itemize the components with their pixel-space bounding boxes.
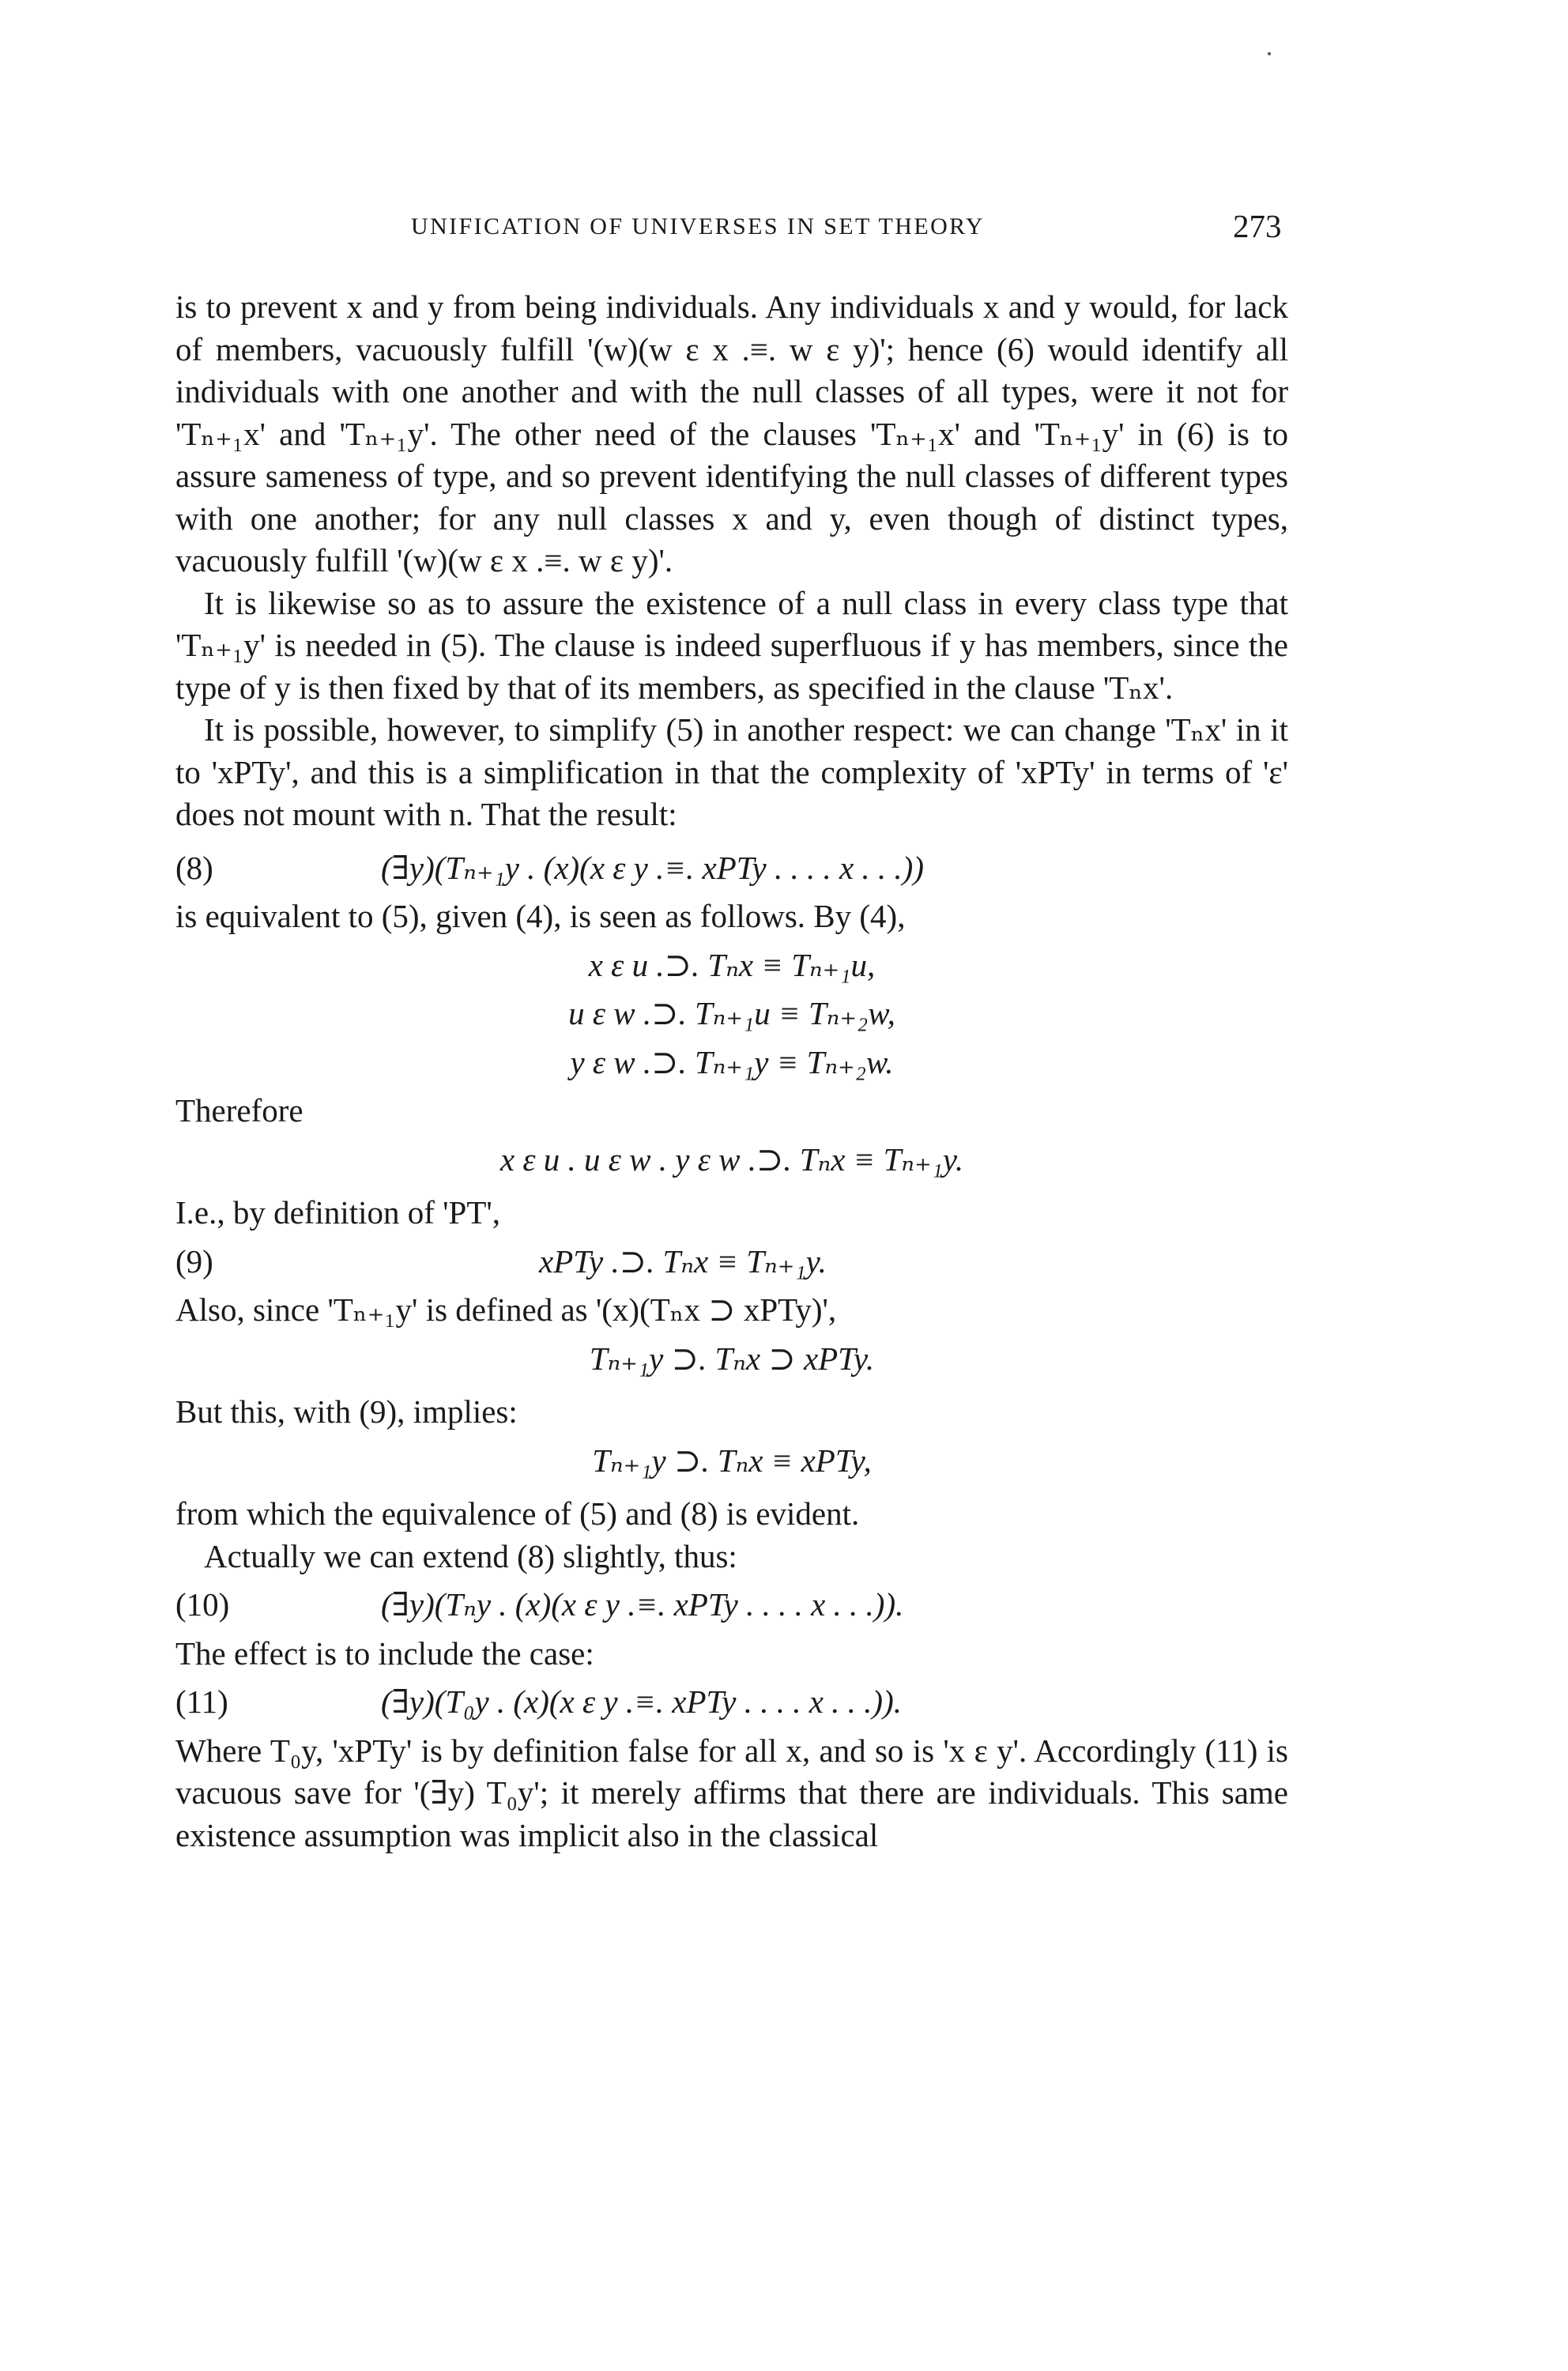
equation-9 (175, 1241, 1288, 1284)
formula-line: Tₙ₊₁y ⊃. Tₙx ⊃ xPTy. (589, 1340, 875, 1377)
paragraph-evident: from which the equivalence of (5) and (8) is evident. (175, 1495, 860, 1532)
formula-line: Tₙ₊₁y ⊃. Tₙx ≡ xPTy, (592, 1442, 872, 1479)
equation-number: (9) (175, 1242, 213, 1280)
equation-number: (11) (175, 1683, 228, 1720)
equation-body: xPTy .⊃. Tₙx ≡ Tₙ₊₁y. (539, 1242, 827, 1280)
equation-11 (175, 1681, 1288, 1724)
equation-body: (∃y)(T₀y . (x)(x ε y .≡. xPTy . . . . x . . .)). (381, 1683, 902, 1720)
equation-body: (∃y)(Tₙ₊₁y . (x)(x ε y .≡. xPTy . . . . x . . .)) (381, 849, 924, 886)
paragraph-equivalence: is equivalent to (5), given (4), is seen as follows. By (4), (175, 898, 906, 934)
formula-line: x ε u . u ε w . y ε w .⊃. Tₙx ≡ Tₙ₊₁y. (499, 1140, 964, 1178)
paragraph-simplify: It is possible, however, to simplify (5) in another respect: we can change 'Tₙx' in it to 'xPTy', and this is a simplification in that the complexity of 'xPTy' in terms of 'ε' does not mount with n. That the result: (175, 711, 1288, 832)
stray-ink-dot (1268, 52, 1271, 55)
paragraph-therefore: Therefore (175, 1092, 303, 1129)
page-header (0, 207, 1568, 254)
equation-number: (8) (175, 849, 213, 886)
equation-8 (175, 847, 1288, 890)
paragraph-definition: I.e., by definition of 'PT', (175, 1194, 501, 1231)
paragraph-existence: Where T₀y, 'xPTy' is by definition false for all x, and so is 'x ε y'. Accordingly (11) is vacuous save for '(∃y) T₀y'; it merely affirms that there are individuals. This same existence assumption was implicit also in the classical (175, 1732, 1288, 1853)
formula-line: u ε w .⊃. Tₙ₊₁u ≡ Tₙ₊₂w, (568, 995, 895, 1031)
paragraph-implies: But this, with (9), implies: (175, 1393, 518, 1430)
page-number: 273 (1233, 208, 1282, 244)
equation-10 (175, 1584, 1288, 1627)
paragraph-type-clauses: is to prevent x and y from being individuals. Any individuals x and y would, for lack of members, vacuously fulfill '(w)(w ε x .≡. w ε y)'; hence (6) would identify all individuals with one another and with the null classes of all types, were it not for 'Tₙ₊₁x' and 'Tₙ₊₁y'. The other need of the clauses 'Tₙ₊₁x' and 'Tₙ₊₁y' in (6) is to assure sameness of type, and so prevent identifying the null classes of different types with one another; for any null classes x and y, even though of distinct types, vacuously fulfill '(w)(w ε x .≡. w ε y)'. (175, 288, 1288, 579)
running-title: UNIFICATION OF UNIVERSES IN SET THEORY (411, 213, 985, 239)
paragraph-effect: The effect is to include the case: (175, 1634, 594, 1672)
formula-line: y ε w .⊃. Tₙ₊₁y ≡ Tₙ₊₂w. (570, 1043, 894, 1080)
equation-number: (10) (175, 1586, 230, 1623)
body-text (175, 286, 1288, 1856)
paragraph-null-class: It is likewise so as to assure the existence of a null class in every class type that 'Tₙ₊₁y' is needed in (5). The clause is indeed superfluous if y has members, since the type of y is then fixed by that of its members, as specified in the clause 'Tₙx'. (175, 584, 1288, 706)
equation-body: (∃y)(Tₙy . (x)(x ε y .≡. xPTy . . . . x . . .)). (381, 1586, 904, 1623)
formula-line: x ε u .⊃. Tₙx ≡ Tₙ₊₁u, (588, 946, 876, 983)
paragraph-extend: Actually we can extend (8) slightly, thus: (204, 1537, 737, 1574)
paragraph-also: Also, since 'Tₙ₊₁y' is defined as '(x)(Tₙx ⊃ xPTy)', (175, 1291, 837, 1328)
